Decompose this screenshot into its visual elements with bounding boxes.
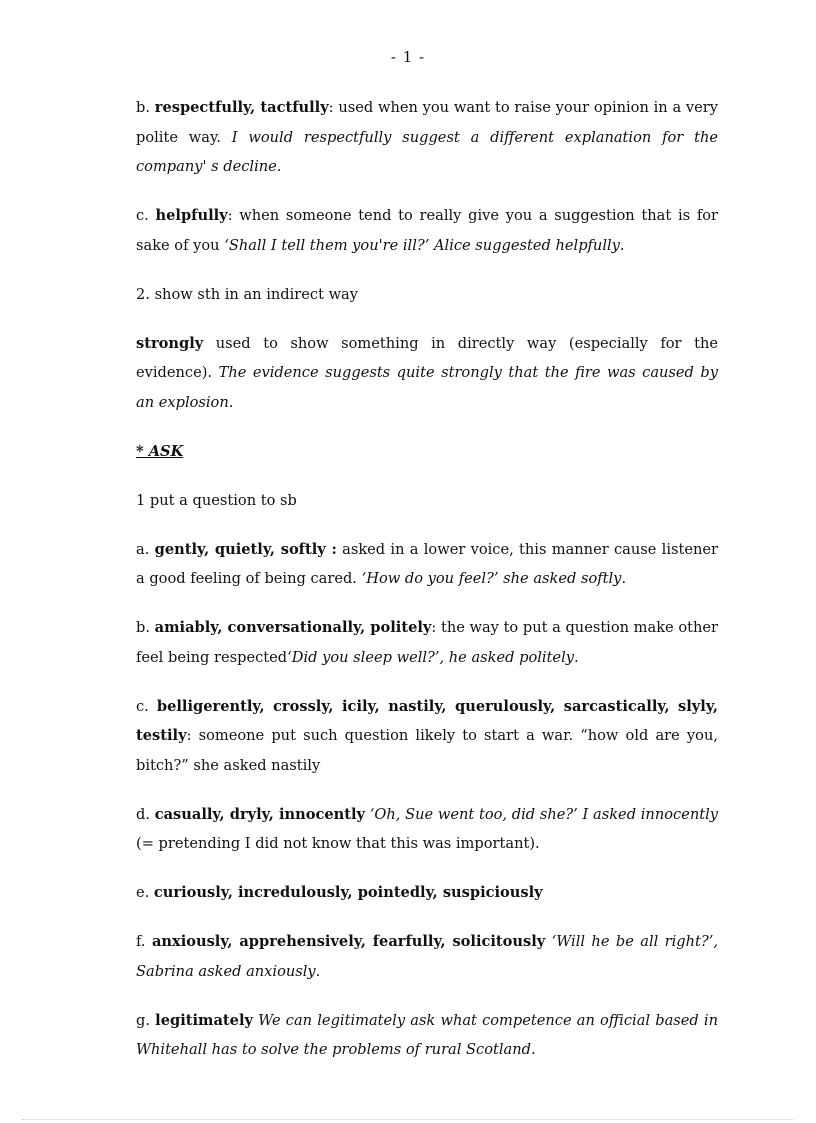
item-letter: b. xyxy=(136,99,150,116)
example-sentence: We can legitimately ask what competence an official based in Whitehall has to solve the problems of rural Scotland xyxy=(136,1011,719,1058)
paragraph-strongly xyxy=(136,329,718,418)
paragraph-gently xyxy=(136,535,718,594)
item-letter: e. xyxy=(136,884,150,901)
sentence-end: . xyxy=(619,236,625,254)
ask-heading: * ASK xyxy=(136,442,184,460)
definition-text: : used when you want to raise your opinion in a very polite way. xyxy=(136,99,718,146)
item-letter: b. xyxy=(136,619,150,636)
sentence-end: . xyxy=(573,648,579,666)
sentence-end: . xyxy=(228,393,234,411)
paragraph-amiably xyxy=(136,613,718,672)
adverb-terms: strongly xyxy=(136,334,204,352)
item-letter: g. xyxy=(136,1011,150,1029)
paragraph-anxiously xyxy=(136,927,718,986)
adverb-terms: anxiously, apprehensively, fearfully, solicitously xyxy=(151,933,546,950)
sentence-end: . xyxy=(621,570,627,587)
paragraph-indirect-heading: 2. show sth in an indirect way xyxy=(136,285,359,303)
adverb-terms: legitimately xyxy=(155,1011,253,1029)
paragraph-respectfully xyxy=(136,93,718,182)
definition-text: : when someone tend to really give you a suggestion that is for sake of you xyxy=(136,207,718,254)
example-sentence: ‘Will he be all right?’, Sabrina asked anxiously xyxy=(136,933,719,980)
item-letter: d. xyxy=(136,805,150,823)
paragraph-legitimately xyxy=(136,1006,718,1065)
adverb-terms: amiably, conversationally, politely xyxy=(154,619,432,636)
page-bottom-divider xyxy=(22,1119,794,1120)
adverb-terms: curiously, incredulously, pointedly, suspiciously xyxy=(153,884,543,901)
example-sentence: ‘How do you feel?’ she asked softly xyxy=(361,570,622,587)
paragraph-ask-definition: 1 put a question to sb xyxy=(136,491,297,509)
example-sentence: I would respectfully suggest a different explanation for the company' s decline xyxy=(136,128,718,175)
example-sentence: ‘Did you sleep well?’, he asked politely xyxy=(287,648,574,666)
example-sentence: ‘Oh, Sue went too, did she?’ I asked innocently xyxy=(369,805,718,823)
paragraph-helpfully xyxy=(136,201,718,260)
paragraph-belligerently xyxy=(136,692,718,781)
item-letter: f. xyxy=(136,933,146,950)
adverb-terms: helpfully xyxy=(155,207,228,224)
item-letter: a. xyxy=(136,540,150,558)
adverb-terms: belligerently, crossly, icily, nastily, querulously, sarcastically, slyly, testily xyxy=(136,697,718,744)
item-letter: c. xyxy=(136,697,149,715)
sentence-end: . xyxy=(531,1041,536,1058)
adverb-terms: respectfully, tactfully xyxy=(154,99,329,116)
example-sentence: The evidence suggests quite strongly that the fire was caused by an explosion xyxy=(136,364,718,411)
paragraph-curiously xyxy=(136,878,718,908)
item-letter: c. xyxy=(136,207,149,224)
definition-text: (= pretending I did not know that this was important). xyxy=(136,835,540,852)
adverb-terms: gently, quietly, softly : xyxy=(154,540,337,558)
definition-text: used to show something in directly way (especially for the evidence). xyxy=(136,334,718,381)
paragraph-casually xyxy=(136,800,718,859)
sentence-end: . xyxy=(315,962,321,980)
page-number: - 1 - xyxy=(390,48,426,66)
definition-text: asked in a lower voice, this manner cause listener a good feeling of being cared. xyxy=(136,540,719,587)
document-body xyxy=(136,93,718,1084)
adverb-terms: casually, dryly, innocently xyxy=(154,805,366,823)
paragraph-ask-heading xyxy=(136,437,718,467)
example-sentence: ‘Shall I tell them you're ill?’ Alice suggested helpfully xyxy=(224,236,620,254)
sentence-end: . xyxy=(276,158,282,175)
definition-text: : someone put such question likely to start a war. “how old are you, bitch?” she asked nastily xyxy=(136,727,718,774)
definition-text: : the way to put a question make other feel being respected xyxy=(136,619,719,666)
